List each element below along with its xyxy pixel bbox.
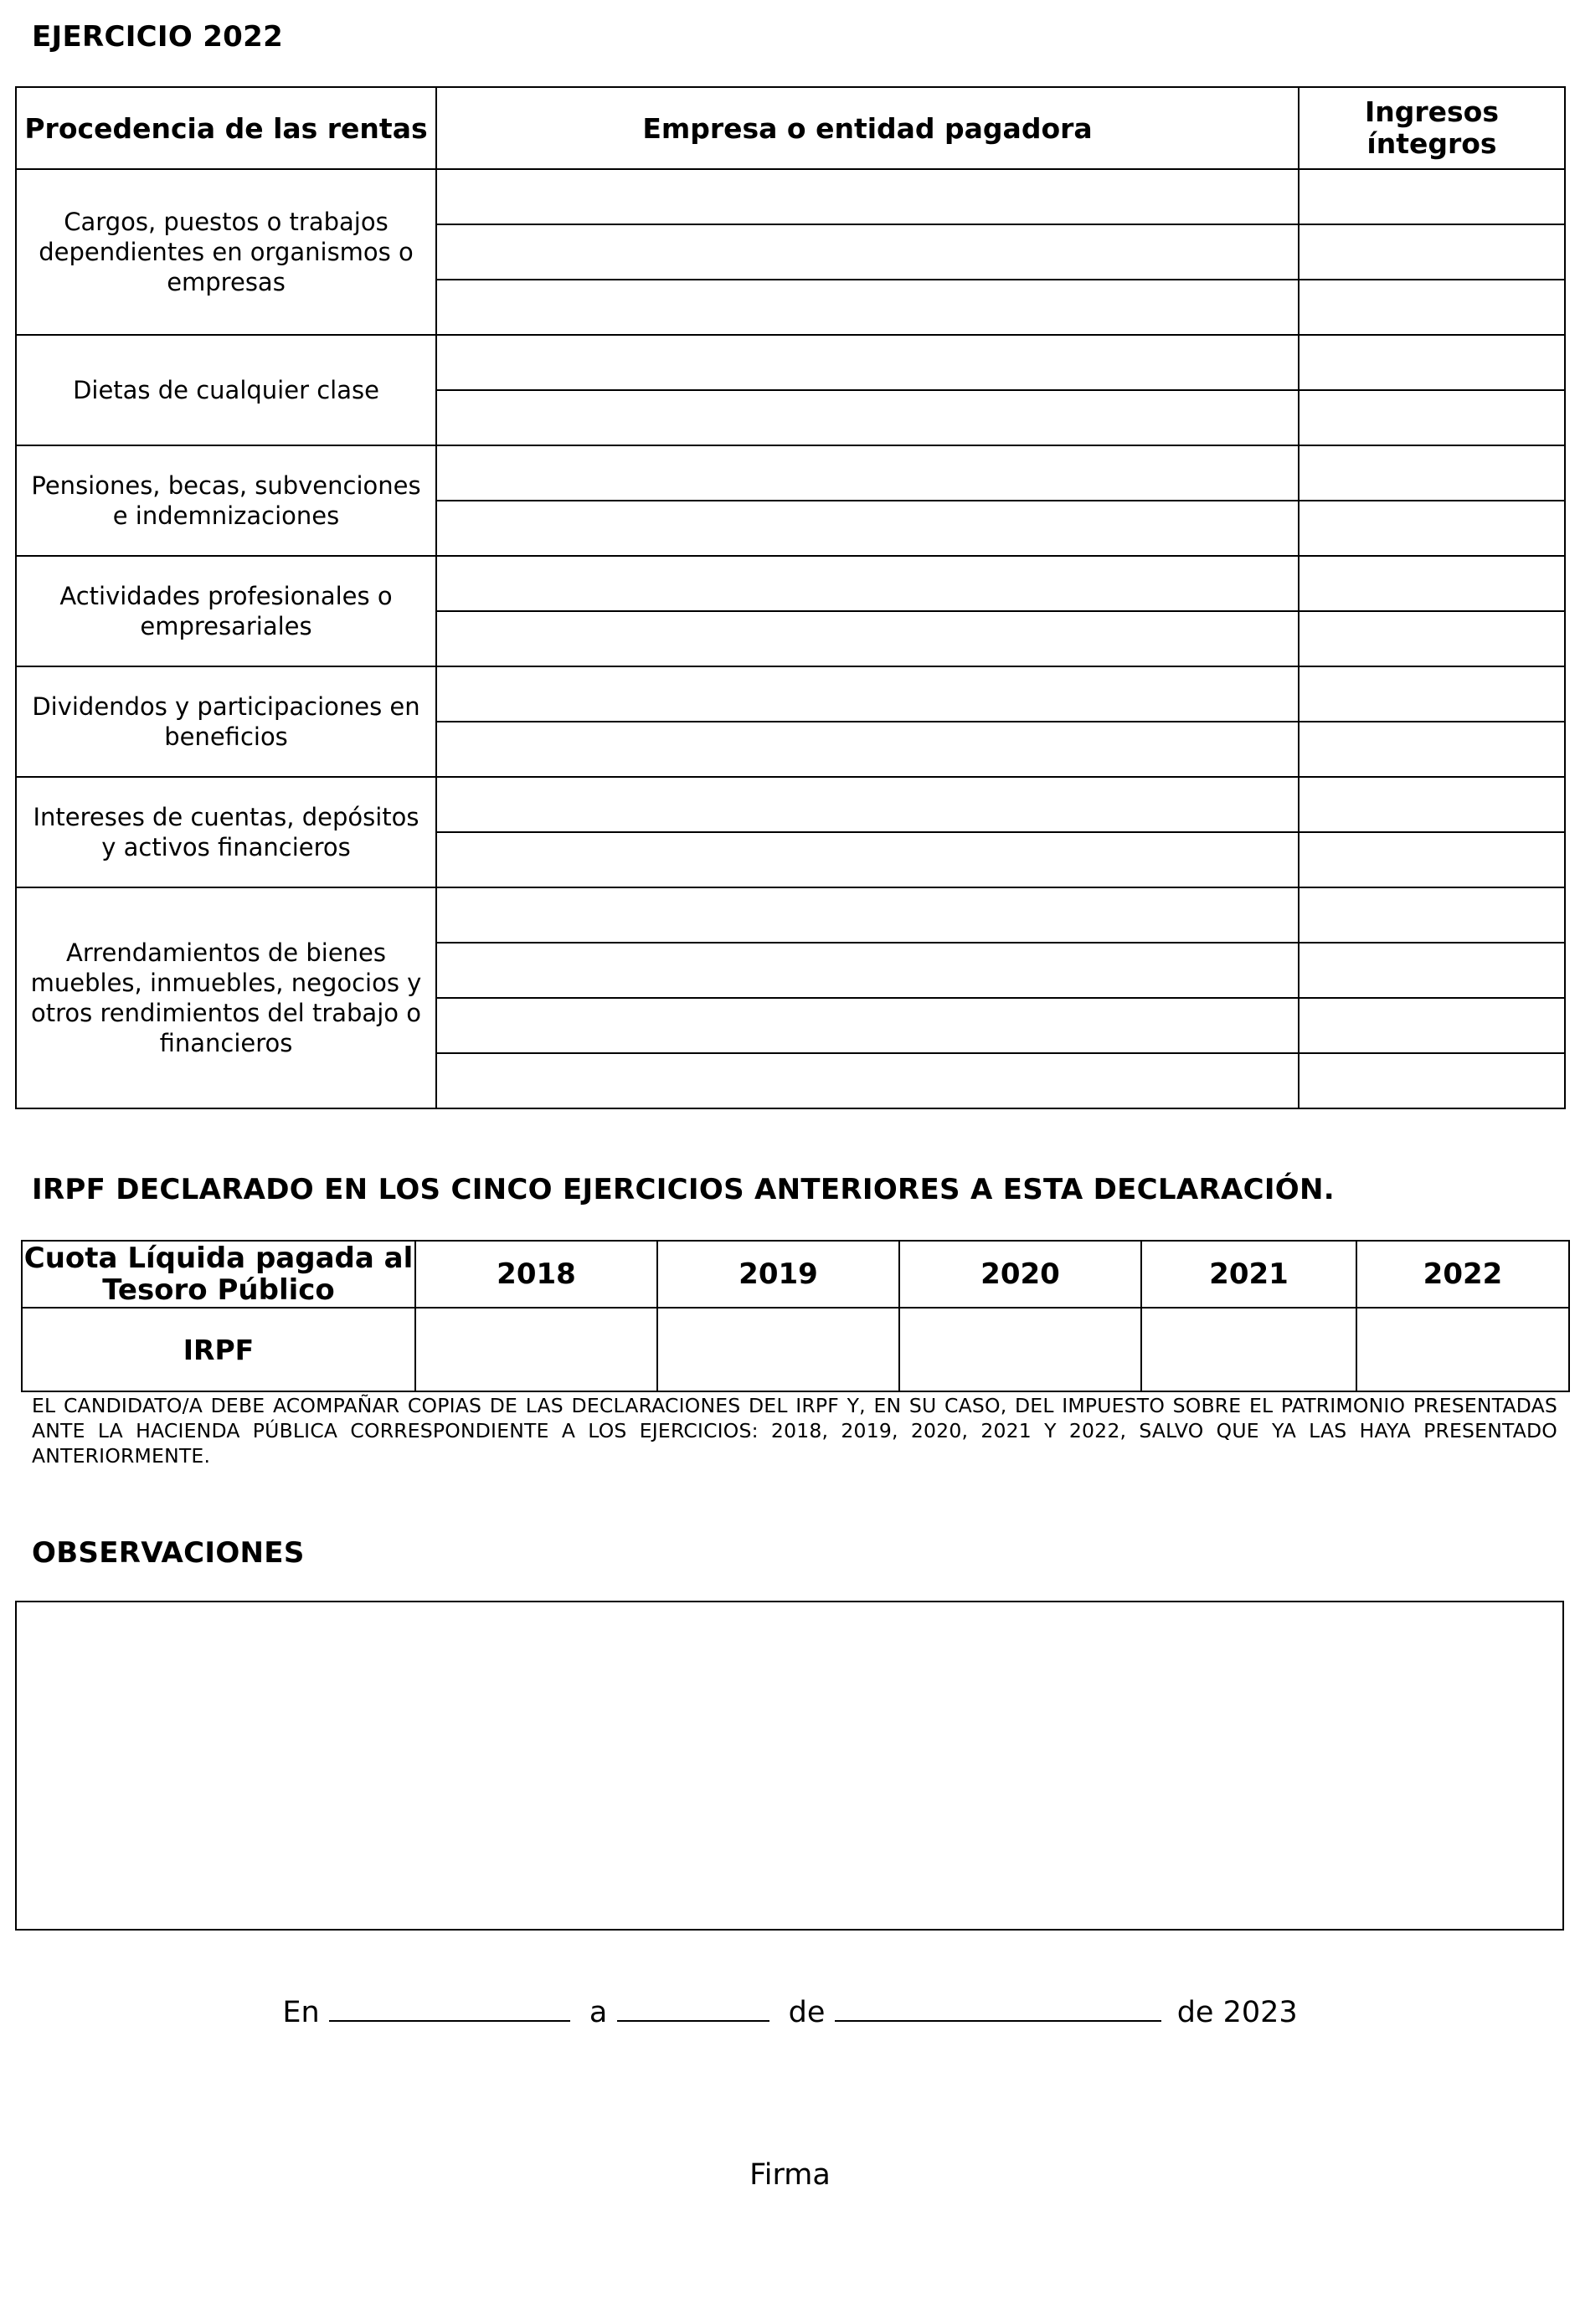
irpf-header-cuota: Cuota Líquida pagada al Tesoro Público [22,1241,415,1308]
ingresos-cell[interactable] [1299,224,1565,280]
empresa-cell[interactable] [436,445,1299,501]
ingresos-cell[interactable] [1299,832,1565,887]
place-date-line [0,1995,1580,2029]
ingresos-cell[interactable] [1299,1053,1565,1108]
empresa-cell[interactable] [436,887,1299,943]
irpf-year-2020: 2020 [899,1241,1141,1308]
rentas-category-label: Dividendos y participaciones en beneficios [16,666,436,777]
irpf-cell-2021[interactable] [1141,1308,1356,1391]
ingresos-cell[interactable] [1299,666,1565,722]
ingresos-cell[interactable] [1299,722,1565,777]
label-de-year: de 2023 [1176,1996,1298,2029]
empresa-cell[interactable] [436,611,1299,666]
month-blank[interactable] [835,1995,1161,2022]
rentas-row [16,777,1565,832]
irpf-table [21,1240,1570,1392]
empresa-cell[interactable] [436,280,1299,335]
rentas-row [16,666,1565,722]
ingresos-cell[interactable] [1299,280,1565,335]
ingresos-cell[interactable] [1299,445,1565,501]
ingresos-cell[interactable] [1299,887,1565,943]
ingresos-cell[interactable] [1299,335,1565,390]
rentas-row [16,335,1565,390]
empresa-cell[interactable] [436,335,1299,390]
rentas-row [16,169,1565,224]
rentas-category-label: Dietas de cualquier clase [16,335,436,445]
ingresos-cell[interactable] [1299,943,1565,998]
empresa-cell[interactable] [436,722,1299,777]
section-title-ejercicio: EJERCICIO 2022 [32,20,284,54]
rentas-category-label: Pensiones, becas, subvenciones e indemnizaciones [16,445,436,556]
empresa-cell[interactable] [436,169,1299,224]
label-de: de [788,1996,826,2029]
irpf-year-2018: 2018 [415,1241,657,1308]
rentas-row [16,445,1565,501]
irpf-year-2022: 2022 [1356,1241,1569,1308]
section-title-irpf: IRPF DECLARADO EN LOS CINCO EJERCICIOS ANTERIORES A ESTA DECLARACIÓN. [32,1173,1335,1206]
day-blank[interactable] [617,1995,769,2022]
rentas-row [16,887,1565,943]
rentas-table [15,86,1566,1109]
ingresos-cell[interactable] [1299,611,1565,666]
rentas-category-label: Intereses de cuentas, depósitos y activos financieros [16,777,436,887]
rentas-category-label: Cargos, puestos o trabajos dependientes en organismos o empresas [16,169,436,335]
ingresos-cell[interactable] [1299,777,1565,832]
rentas-category-label: Arrendamientos de bienes muebles, inmuebles, negocios y otros rendimientos del trabajo o financieros [16,887,436,1108]
ingresos-cell[interactable] [1299,998,1565,1053]
rentas-category-label: Actividades profesionales o empresariales [16,556,436,666]
irpf-notice: EL CANDIDATO/A DEBE ACOMPAÑAR COPIAS DE LAS DECLARACIONES DEL IRPF Y, EN SU CASO, DEL IMPUESTO SOBRE EL PATRIMONIO PRESENTADAS ANTE LA HACIENDA PÚBLICA CORRESPONDIENTE A LOS EJERCICIOS: 2018, 2019, 2020, 2021 Y 2022, SALVO QUE YA LAS HAYA PRESENTADO ANTERIORMENTE. [32,1394,1557,1468]
empresa-cell[interactable] [436,556,1299,611]
irpf-row-label: IRPF [22,1308,415,1391]
header-procedencia: Procedencia de las rentas [16,87,436,169]
empresa-cell[interactable] [436,832,1299,887]
irpf-header-row [22,1241,1569,1308]
empresa-cell[interactable] [436,501,1299,556]
header-ingresos: Ingresos íntegros [1299,87,1565,169]
ingresos-cell[interactable] [1299,390,1565,445]
empresa-cell[interactable] [436,390,1299,445]
irpf-year-2019: 2019 [657,1241,899,1308]
rentas-header-row [16,87,1565,169]
empresa-cell[interactable] [436,666,1299,722]
observaciones-box[interactable] [15,1601,1564,1931]
place-blank[interactable] [329,1995,570,2022]
irpf-data-row [22,1308,1569,1391]
irpf-cell-2022[interactable] [1356,1308,1569,1391]
firma-label: Firma [749,2158,831,2192]
irpf-cell-2019[interactable] [657,1308,899,1391]
irpf-cell-2018[interactable] [415,1308,657,1391]
empresa-cell[interactable] [436,1053,1299,1108]
empresa-cell[interactable] [436,224,1299,280]
irpf-cell-2020[interactable] [899,1308,1141,1391]
rentas-row [16,556,1565,611]
label-a: a [589,1996,608,2029]
ingresos-cell[interactable] [1299,556,1565,611]
empresa-cell[interactable] [436,943,1299,998]
label-en: En [282,1996,320,2029]
rentas-body [16,169,1565,1108]
irpf-year-2021: 2021 [1141,1241,1356,1308]
ingresos-cell[interactable] [1299,501,1565,556]
header-empresa: Empresa o entidad pagadora [436,87,1299,169]
ingresos-cell[interactable] [1299,169,1565,224]
empresa-cell[interactable] [436,998,1299,1053]
section-title-observaciones: OBSERVACIONES [32,1536,305,1570]
empresa-cell[interactable] [436,777,1299,832]
